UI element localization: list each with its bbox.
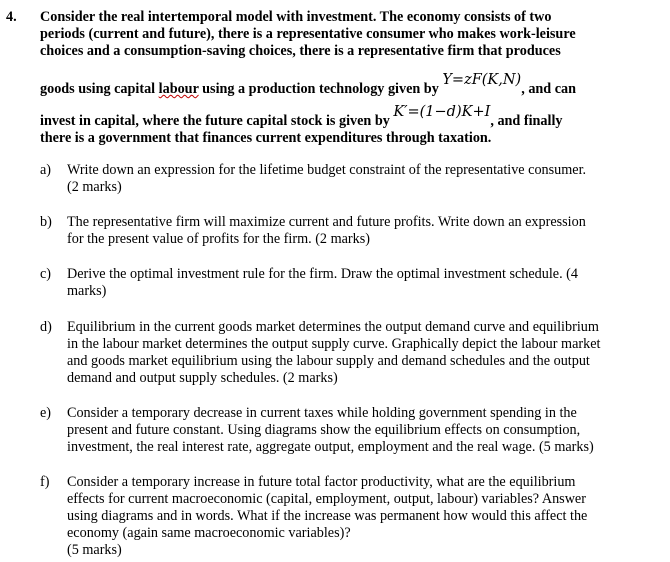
- question-number: 4.: [6, 9, 17, 25]
- part-text-line: The representative firm will maximize current and future profits. Write down an expression: [67, 214, 586, 230]
- line4-text-a: goods using capital: [40, 81, 159, 97]
- part-text-line: (5 marks): [67, 542, 122, 558]
- spellcheck-word: labour: [158, 81, 199, 97]
- question-line-6: there is a government that finances current expenditures through taxation.: [40, 130, 492, 146]
- line5-text-a: invest in capital, where the future capital stock is given by: [40, 113, 394, 129]
- part-text-line: Consider a temporary decrease in current taxes while holding government spending in the: [67, 405, 577, 421]
- part-text-line: effects for current macroeconomic (capital, employment, output, labour) variables? Answer: [67, 491, 586, 507]
- question-line-1: Consider the real intertemporal model with investment. The economy consists of two: [40, 9, 552, 25]
- part-text-line: marks): [67, 283, 107, 299]
- capital-equation: K′=(1−d)K+I: [393, 104, 491, 120]
- part-label: a): [40, 162, 52, 178]
- part-text-line: for the present value of profits for the firm. (2 marks): [67, 231, 370, 247]
- question-line-3: choices and a consumption-saving choices, there is a representative firm that produces: [40, 43, 561, 59]
- part-text-line: demand and output supply schedules. (2 marks): [67, 370, 338, 386]
- part-text-line: Consider a temporary increase in future total factor productivity, what are the equilibrium: [67, 474, 576, 490]
- line5-text-b: , and finally: [490, 113, 563, 129]
- part-text-line: Equilibrium in the current goods market determines the output demand curve and equilibrium: [67, 319, 599, 335]
- part-text-line: Derive the optimal investment rule for the firm. Draw the optimal investment schedule. (4: [67, 266, 578, 282]
- part-label: c): [40, 266, 52, 282]
- part-text-line: using diagrams and in words. What if the increase was permanent how would this affect the: [67, 508, 588, 524]
- part-text-line: present and future constant. Using diagrams show the equilibrium effects on consumption,: [67, 422, 581, 438]
- part-text-line: (2 marks): [67, 179, 122, 195]
- part-label: b): [40, 214, 52, 230]
- question-line-2: periods (current and future), there is a representative consumer who makes work-leisure: [40, 26, 576, 42]
- part-text-line: Write down an expression for the lifetime budget constraint of the representative consumer.: [67, 162, 587, 178]
- question-line-5: [40, 104, 563, 130]
- line4-text-b: using a production technology given by: [198, 81, 443, 97]
- question-line-4: [40, 72, 577, 98]
- line4-text-c: , and can: [521, 81, 577, 97]
- production-function: Y=zF(K,N): [442, 72, 522, 88]
- part-text-line: economy (again same macroeconomic variables)?: [67, 525, 351, 541]
- part-text-line: in the labour market determines the output supply curve. Graphically depict the labour market: [67, 336, 601, 352]
- part-text-line: and goods market equilibrium using the labour supply and demand schedules and the output: [67, 353, 590, 369]
- part-label: d): [40, 319, 52, 335]
- part-text-line: investment, the real interest rate, aggregate output, employment and the real wage. (5 marks): [67, 439, 594, 455]
- part-label: e): [40, 405, 52, 421]
- part-label: f): [40, 474, 50, 490]
